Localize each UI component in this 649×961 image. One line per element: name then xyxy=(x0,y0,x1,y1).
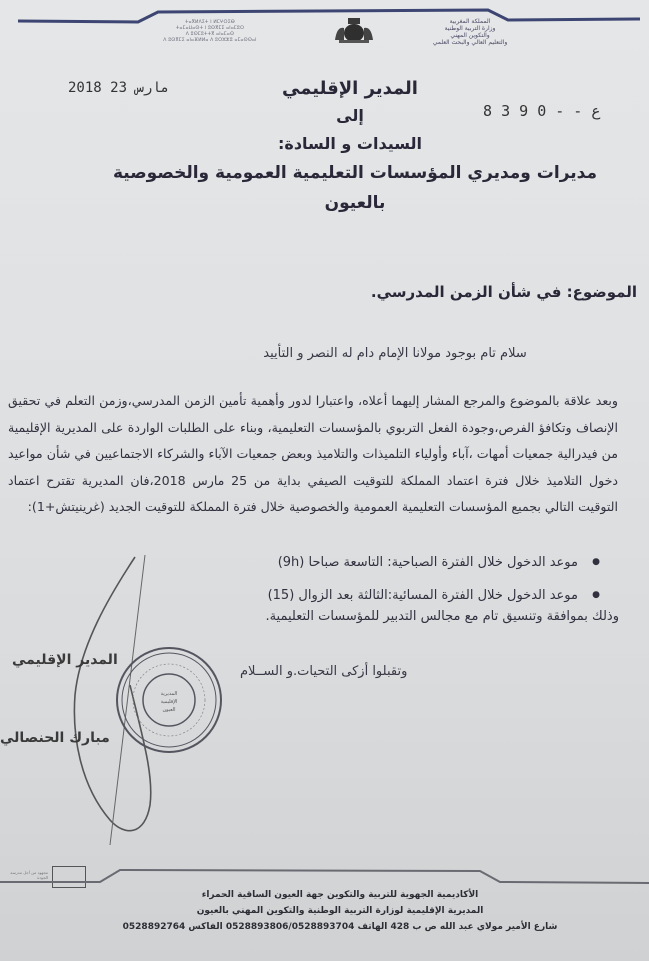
signatory-name: مبارك الحنصالي xyxy=(0,730,110,746)
header-arabic-line: والتكوين المهني xyxy=(450,32,490,39)
svg-text:العيون: العيون xyxy=(162,707,176,713)
reference-number: ع - - 0 9 3 8 xyxy=(483,102,601,120)
closing-line: وذلك بموافقة وتنسيق تام مع مجالس التدبير للمؤسسات التعليمية. xyxy=(265,609,619,624)
signatory-title: المدير الإقليمي xyxy=(12,652,118,668)
footer-rule xyxy=(0,868,649,888)
body-paragraph: وبعد علاقة بالموضوع والمرجع المشار إليهما أعلاه، واعتبارا لدور وأهمية تأمين الزمن المدرسي،وزمن التعلم في تحقيق الإنصاف وتكافؤ الفرص،وجودة الفعل التربوي بالمؤسسات التعليمية، وبناء على الطلبات الواردة على المديرية الإقليمية من فيدرالية جمعيات أمهات ،آباء وأولياء التلميذات والتلاميذ وبعض جمعيات الآباء والشركاء الاجتماعيين في شأن مواعيد دخول التلاميذ خلال فترة اعتماد المملكة للتوقيت الصيفي بداية من 25 مارس 2018،فان المديرية تقترح اعتماد التوقيت التالي بجميع المؤسسات التعليمية العمومية والخصوصية خلال فترة المملكة للتوقيت الجديد (غرينيتش+1): xyxy=(8,393,618,514)
header-arabic-line: والتعليم العالي والبحث العلمي xyxy=(432,39,508,46)
sender-title: المدير الإقليمي xyxy=(282,78,418,99)
letter-date: 2018 مارس 23 xyxy=(68,80,170,96)
schedule-list xyxy=(200,546,600,612)
recipients xyxy=(95,158,615,218)
logo-caption: مجهود من أجل مدرسة الجودة xyxy=(10,870,48,880)
footer-address-block xyxy=(120,887,560,935)
header-tifinagh-line: ⵜⴰⵎⴰⵡⴰⵙⵜ ⵏ ⵓⵙⴳⵎⵉ ⴰⵏⴰⵎⵓⵔ xyxy=(175,26,245,31)
schedule-item-afternoon: ● موعد الدخول خلال الفترة المسائية:الثالثة بعد الزوال (15) xyxy=(200,579,600,612)
svg-text:المديرية: المديرية xyxy=(160,691,178,697)
header-tifinagh-line: ⴷ ⵓⵙⵎⵓⵜⵜⴳ ⴰⵏⴰⵎⴰⵙ xyxy=(185,32,235,37)
footer-contact: شارع الأمير مولاي عبد الله ص ب 428 الهاتف 0528893806/0528893704 الفاكس 0528892764 xyxy=(122,922,558,932)
addressees-label: السيدات و السادة: xyxy=(277,134,423,153)
header-arabic-line: المملكة المغربية xyxy=(449,18,491,25)
to-label: إلى xyxy=(336,106,364,125)
recipients-line: مديرات ومديري المؤسسات التعليمية العمومية والخصوصية xyxy=(112,163,598,183)
header-arabic-line: وزارة التربية الوطنية xyxy=(444,25,496,32)
header-rule xyxy=(18,8,640,26)
header-tifinagh-block xyxy=(150,20,270,44)
greeting: سلام تام بوجود مولانا الإمام دام له النصر و التأييد xyxy=(263,346,527,361)
footer-academy: الأكاديمية الجهوية للتربية والتكوين جهة العيون الساقية الحمراء xyxy=(201,890,479,900)
regards-line: وتقبلوا أزكى التحيات.و الســلام xyxy=(240,664,408,679)
header-tifinagh-line: ⴷ ⵓⵙⴳⵎⵉ ⴰⵏⴰⴼⵍⵍⴰ ⴷ ⵓⵔⵣⵣⵓ ⴰⵎⴰⵙⵙⴰⵏ xyxy=(163,38,257,43)
recipients-city: بالعيون xyxy=(324,193,386,213)
schedule-item-morning: ● موعد الدخول خلال الفترة الصباحية: التاسعة صباحا (9h) xyxy=(200,546,600,579)
footer-directorate: المديرية الإقليمية لوزارة التربية الوطنية والتكوين المهني بالعيون xyxy=(196,906,484,916)
moroccan-coat-of-arms-icon xyxy=(333,16,375,44)
svg-text:الإقليمية: الإقليمية xyxy=(160,699,178,705)
official-stamp-icon xyxy=(114,645,224,755)
header-tifinagh-line: ⵜⴰⴳⵍⴷⵉⵜ ⵏ ⵍⵎⵖⵔⵉⴱ xyxy=(185,20,235,25)
header-arabic-block xyxy=(400,18,540,46)
subject-line: الموضوع: في شأن الزمن المدرسي. xyxy=(370,283,637,301)
